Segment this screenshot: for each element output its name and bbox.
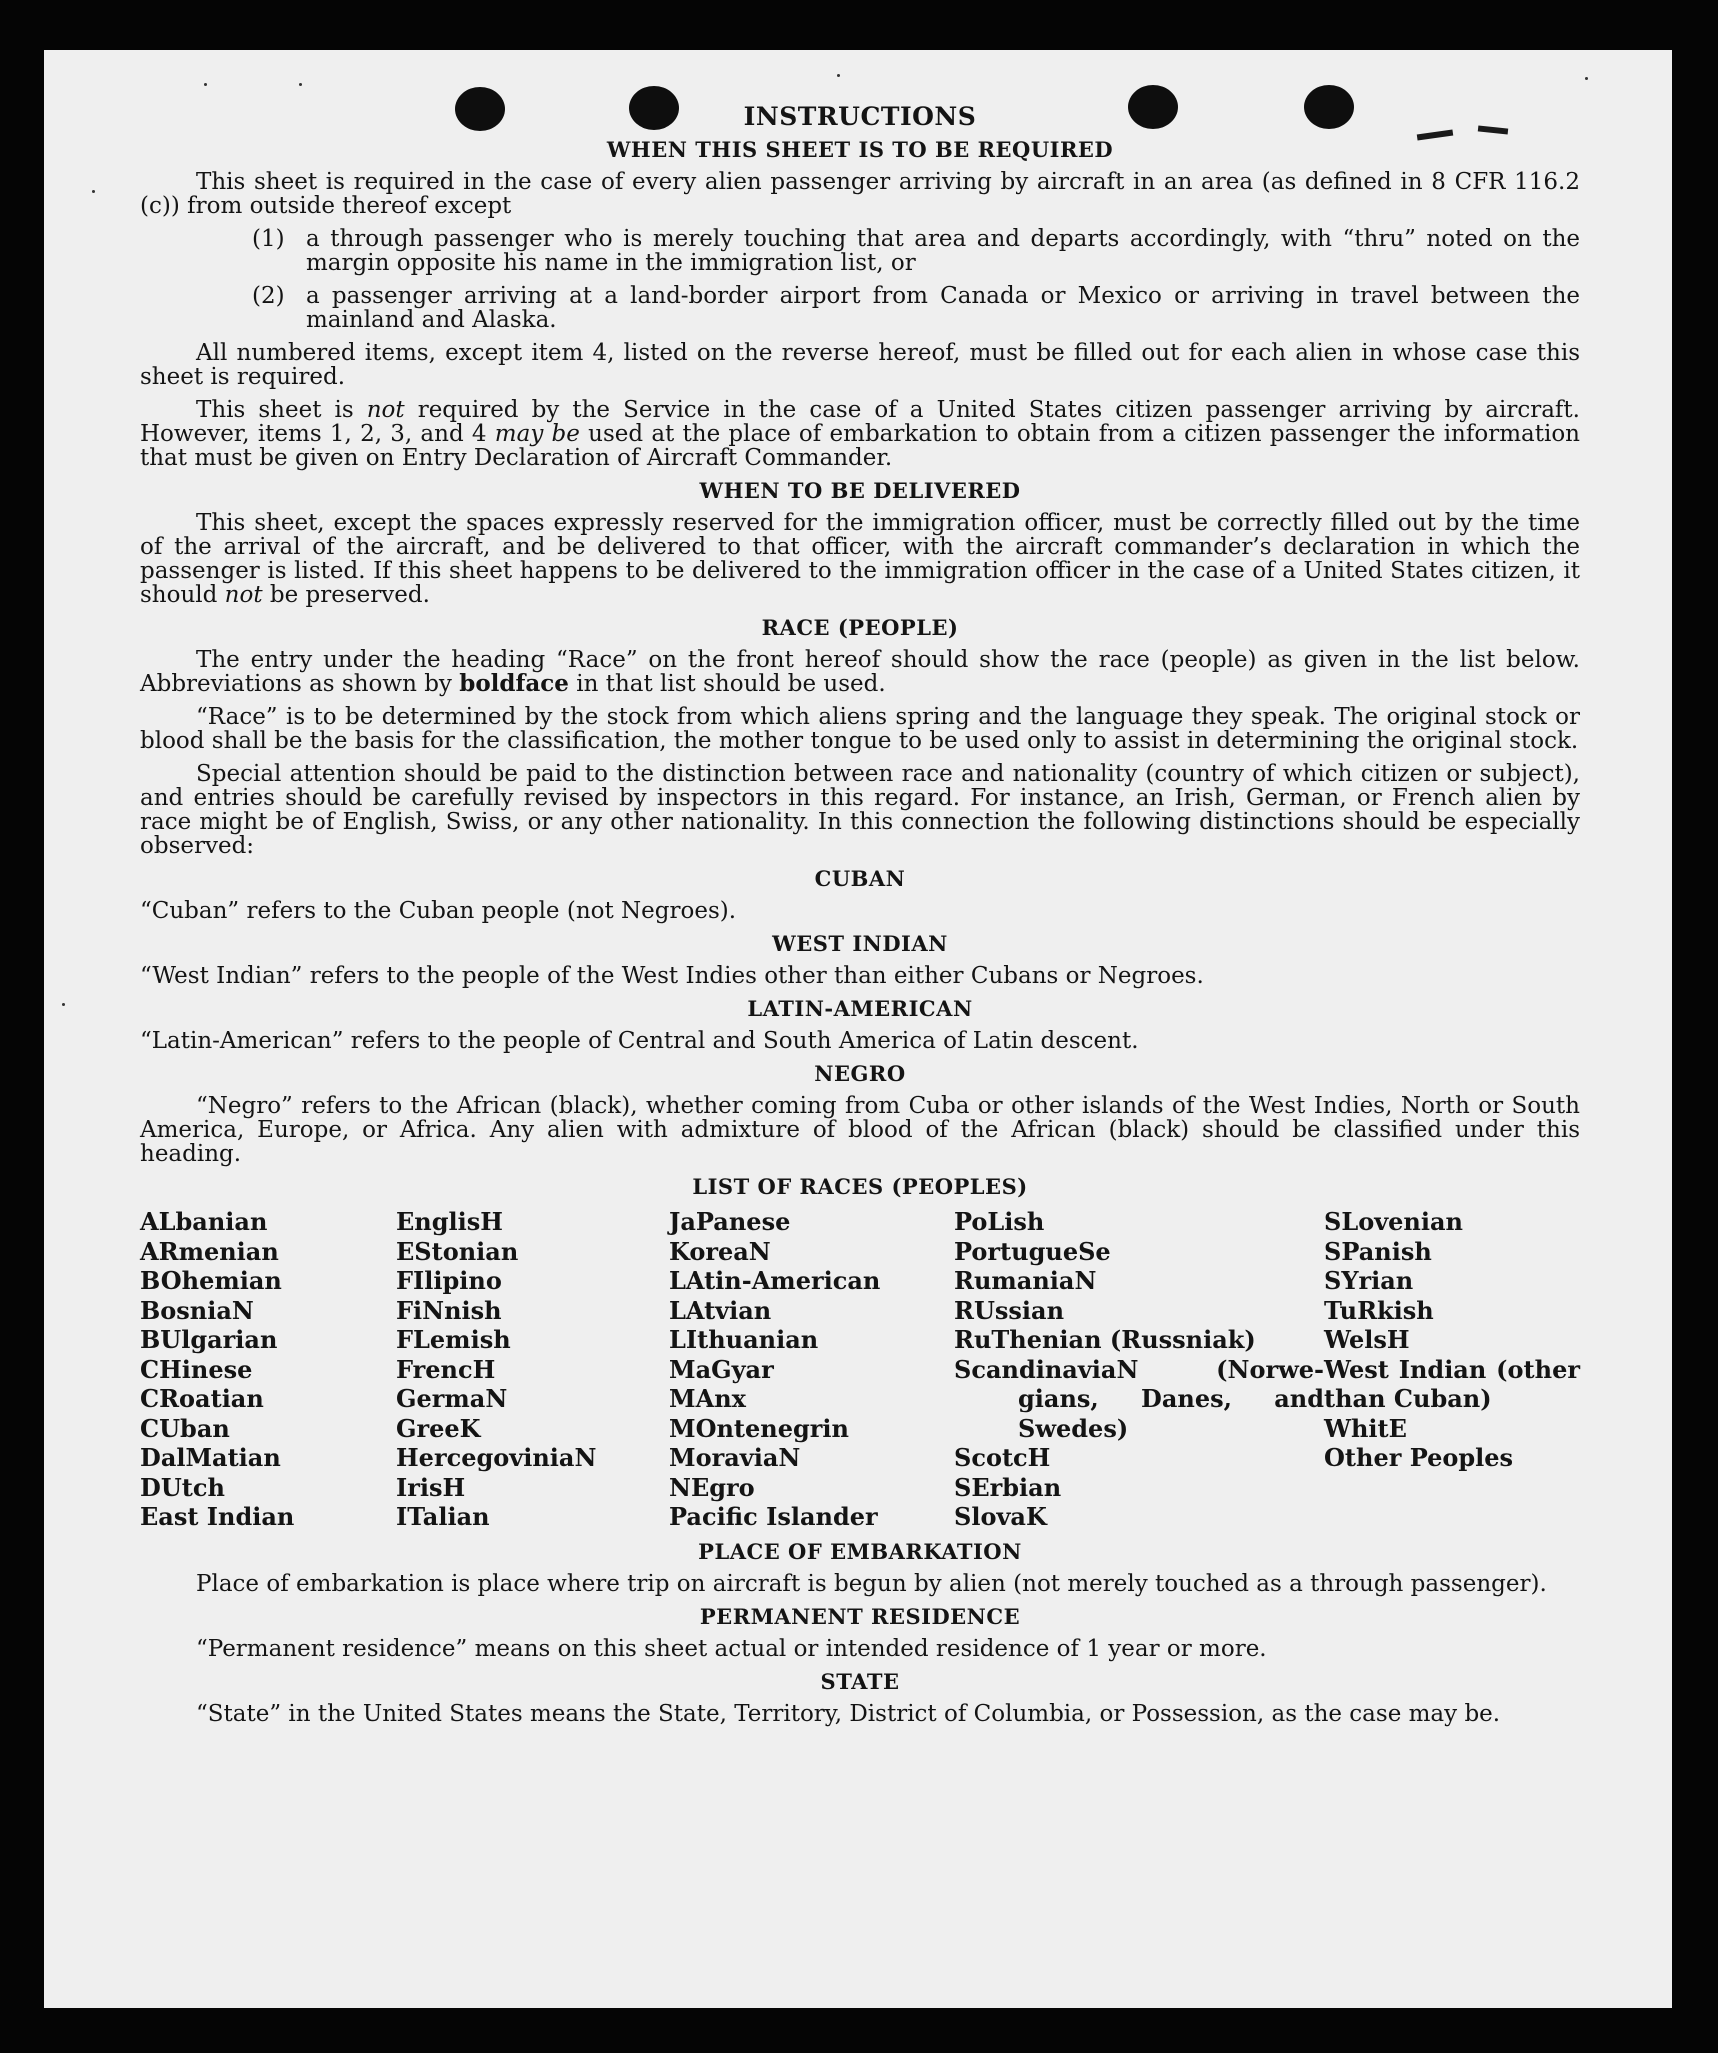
race-entry: FrencH — [396, 1354, 496, 1384]
item-number: (2) — [252, 283, 285, 309]
race-entry: CUban — [140, 1413, 230, 1443]
paragraph: This sheet is required in the case of every alien passenger arriving by aircraft in an area (as defined in 8 CFR 116.2 (c)) from outside thereof except — [140, 169, 1580, 219]
race-entry: DalMatian — [140, 1443, 281, 1472]
paragraph: Special attention should be paid to the distinction between race and nationality (country of which citizen or subject), and entries should be carefully revised by inspectors in this regard. For instance, an Irish, German, or French alien by race might be of English, Swiss, or any other nationality. In this connection the following distinctions should be especially observed: — [140, 761, 1580, 859]
section-heading-latin-american: LATIN-AMERICAN — [747, 996, 973, 1021]
speck — [299, 83, 302, 86]
race-entry: ScotcH — [954, 1443, 1051, 1472]
page-title: INSTRUCTIONS — [743, 102, 977, 131]
paragraph: “State” in the United States means the State, Territory, District of Columbia, or Possession, as the case may be. — [196, 1700, 1501, 1727]
race-entry: NEgro — [669, 1472, 755, 1502]
race-entry: FLemish — [396, 1325, 511, 1354]
races-list — [140, 1207, 1580, 1532]
race-entry: TuRkish — [1324, 1295, 1434, 1325]
race-entry: CRoatian — [140, 1384, 264, 1413]
race-entry: RuThenian (Russniak) — [954, 1325, 1256, 1354]
section-heading-negro: NEGRO — [814, 1061, 906, 1086]
race-entry: LAtin-American — [669, 1266, 881, 1295]
speck — [204, 83, 207, 86]
races-column — [396, 1207, 669, 1532]
race-entry: EStonian — [396, 1236, 519, 1266]
race-entry: West Indian (other — [1324, 1354, 1580, 1384]
paragraph — [140, 648, 1580, 696]
race-entry: HercegoviniaN — [396, 1443, 597, 1472]
race-entry: SYrian — [1324, 1266, 1414, 1295]
speck — [62, 1003, 65, 1006]
paragraph: Place of embarkation is place where trip on aircraft is begun by alien (not merely touched as a through passenger). — [196, 1570, 1547, 1597]
paragraph: All numbered items, except item 4, listed on the reverse hereof, must be filled out for each alien in whose case this sheet is required. — [140, 340, 1580, 390]
section-heading-cuban: CUBAN — [814, 866, 906, 891]
race-entry: BOhemian — [140, 1266, 282, 1295]
race-entry: WelsH — [1324, 1325, 1410, 1354]
italic-text: not — [224, 582, 263, 608]
race-entry: East Indian — [140, 1502, 295, 1531]
section-heading-race: RACE (PEOPLE) — [761, 615, 959, 640]
item-number: (1) — [252, 226, 285, 252]
race-entry: SErbian — [954, 1472, 1062, 1502]
document-page — [44, 50, 1672, 2008]
paragraph: “West Indian” refers to the people of the West Indies other than either Cubans or Negroes. — [140, 963, 1204, 989]
paragraph: “Negro” refers to the African (black), whether coming from Cuba or other islands of the West Indies, North or South America, Europe, or Africa. Any alien with admixture of blood of the African (black) should be classified under this heading. — [140, 1093, 1580, 1167]
text-run: be preserved. — [262, 582, 430, 608]
section-heading-races-list: LIST OF RACES (PEOPLES) — [692, 1174, 1028, 1199]
race-entry: MoraviaN — [669, 1443, 801, 1472]
race-entry: GermaN — [396, 1384, 508, 1413]
item-text: a passenger arriving at a land-border airport from Canada or Mexico or arriving in travel between the mainland and Alaska. — [306, 283, 1580, 333]
bold-text: boldface — [459, 670, 569, 697]
text-run: in that list should be used. — [568, 671, 886, 697]
race-entry: SPanish — [1324, 1236, 1432, 1266]
speck — [837, 74, 840, 77]
race-entry: LIthuanian — [669, 1325, 819, 1354]
race-entry: IrisH — [396, 1472, 466, 1502]
race-entry: ITalian — [396, 1502, 490, 1531]
paragraph — [140, 511, 1580, 607]
race-entry: ScandinaviaN (Norwe- — [954, 1354, 1324, 1384]
section-heading-delivered: WHEN TO BE DELIVERED — [699, 478, 1021, 503]
races-column — [954, 1207, 1324, 1532]
item-text: a through passenger who is merely touching that area and departs accordingly, with “thru” noted on the margin opposite his name in the immigration list, or — [306, 226, 1580, 276]
race-entry: ALbanian — [140, 1207, 268, 1236]
race-entry: RUssian — [954, 1295, 1065, 1325]
text-run: required by the Service in the case of a United States citizen passenger arriving by aircraft. However, items 1, 2, 3, and 4 — [140, 397, 1580, 447]
text-run: used at the place of embarkation to obtain from a citizen passenger the information that must be given on Entry Declaration of Aircraft Commander. — [140, 421, 1580, 471]
race-entry: EnglisH — [396, 1207, 503, 1236]
race-entry: gians, Danes, and — [1018, 1384, 1324, 1413]
race-entry: Pacific Islander — [669, 1502, 878, 1531]
speck — [92, 190, 95, 193]
race-entry: DUtch — [140, 1472, 225, 1502]
race-entry: GreeK — [396, 1413, 481, 1443]
race-entry: FiNnish — [396, 1295, 502, 1325]
list-item — [252, 284, 1580, 332]
section-heading-embarkation: PLACE OF EMBARKATION — [698, 1538, 1022, 1564]
paragraph — [140, 398, 1580, 470]
races-column — [1324, 1207, 1580, 1532]
paragraph: “Race” is to be determined by the stock from which aliens spring and the language they speak. The original stock or blood shall be the basis for the classification, the mother tongue to be used only to assist in determining the original stock. — [140, 704, 1580, 754]
text-run: The entry under the heading “Race” on the front hereof should show the race (people) as given in the list below. Abbreviations as shown by — [140, 647, 1580, 697]
race-entry: BUlgarian — [140, 1325, 278, 1354]
race-entry: than Cuban) — [1324, 1384, 1492, 1413]
race-entry: PoLish — [954, 1207, 1045, 1236]
race-entry: JaPanese — [669, 1207, 791, 1236]
race-entry: SlovaK — [954, 1502, 1047, 1531]
race-entry: PortugueSe — [954, 1236, 1111, 1266]
instructions-body — [140, 102, 1580, 1735]
list-item — [252, 227, 1580, 275]
race-entry: MAnx — [669, 1384, 746, 1413]
race-entry: KoreaN — [669, 1236, 771, 1266]
race-entry: LAtvian — [669, 1295, 772, 1325]
paragraph: “Permanent residence” means on this sheet actual or intended residence of 1 year or more. — [196, 1635, 1267, 1662]
race-entry: BosniaN — [140, 1295, 254, 1325]
section-heading-residence: PERMANENT RESIDENCE — [699, 1603, 1021, 1629]
italic-text: may be — [494, 421, 580, 447]
race-entry: ARmenian — [140, 1236, 279, 1266]
race-entry: FIlipino — [396, 1266, 502, 1295]
race-entry: SLovenian — [1324, 1207, 1463, 1236]
text-run: This sheet, except the spaces expressly reserved for the immigration officer, must be correctly filled out by the time of the arrival of the aircraft, and be delivered to that officer, with the aircraft commander’s declaration in which the passenger is listed. If this sheet happens to be delivered to the immigration officer in the case of a United States citizen, it should — [140, 510, 1580, 608]
paragraph: “Cuban” refers to the Cuban people (not Negroes). — [140, 898, 737, 924]
italic-text: not — [366, 397, 405, 423]
races-column — [669, 1207, 954, 1532]
section-heading-west-indian: WEST INDIAN — [772, 931, 948, 956]
section-heading-required: WHEN THIS SHEET IS TO BE REQUIRED — [606, 137, 1114, 162]
text-run: This sheet is — [196, 397, 367, 423]
race-entry: Other Peoples — [1324, 1443, 1514, 1472]
paragraph: “Latin-American” refers to the people of Central and South America of Latin descent. — [140, 1028, 1139, 1054]
race-entry: MOntenegrin — [669, 1413, 849, 1443]
race-entry: WhitE — [1324, 1413, 1407, 1443]
race-entry: RumaniaN — [954, 1266, 1097, 1295]
race-entry: Swedes) — [1018, 1413, 1129, 1443]
race-entry: MaGyar — [669, 1354, 774, 1384]
speck — [1585, 77, 1588, 80]
section-heading-state: STATE — [820, 1668, 900, 1694]
races-column — [140, 1207, 396, 1532]
race-entry: CHinese — [140, 1354, 253, 1384]
